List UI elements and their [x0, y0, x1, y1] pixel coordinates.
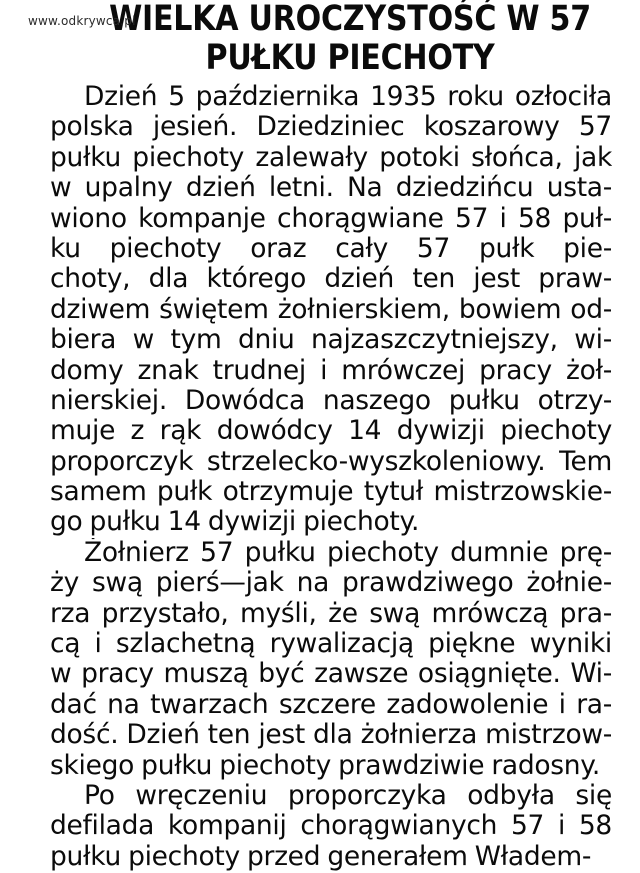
- article-line: [50, 325, 612, 355]
- article-line-text: dać na twarzach szczere zadowolenie i ra-: [50, 689, 612, 720]
- article-line-text: dość. Dzień ten jest dla żołnierza mistrzow-: [50, 720, 612, 751]
- article-line-text: nierskiej. Dowódca naszego pułku otrzy-: [50, 385, 612, 416]
- article-line: [50, 842, 612, 872]
- article-line-text: pułku piechoty przed generałem Władem-: [50, 841, 592, 872]
- article-line-text: dziwem świętem żołnierskiem, bowiem od-: [50, 294, 612, 325]
- article-line: [50, 751, 612, 781]
- article-headline: [101, 0, 600, 78]
- article-line-text: defilada kompanij chorągwianych 57 i 58: [50, 811, 612, 842]
- article-line: [50, 477, 612, 507]
- article-line: [50, 82, 612, 112]
- article-line-text: polska jesień. Dziedziniec koszarowy 57: [50, 112, 612, 143]
- article-line: [50, 507, 612, 537]
- article-line: [50, 447, 612, 477]
- article-line-text: rza przystało, myśli, że swą mrówczą pra-: [50, 598, 612, 629]
- article-line: [50, 295, 612, 325]
- article-line: [50, 659, 612, 689]
- article-line: [50, 143, 612, 173]
- article-line-text: wiono kompanje chorągwiane 57 i 58 puł-: [50, 203, 612, 234]
- article-line-text: w pracy muszą być zawsze osiągnięte. Wi-: [50, 659, 612, 690]
- article-line: [50, 629, 612, 659]
- article-line: [50, 568, 612, 598]
- article-line-text: pułku piechoty zalewały potoki słońca, jak: [50, 142, 612, 173]
- article-line: [50, 781, 612, 811]
- article-line-text: w upalny dzień letni. Na dziedzińcu usta-: [50, 173, 612, 204]
- article-line-text: skiego pułku piechoty prawdziwie radosny.: [50, 750, 601, 781]
- article-line-text: samem pułk otrzymuje tytuł mistrzowskie-: [50, 477, 612, 508]
- article-line-text: domy znak trudnej i mrówczej pracy żoł-: [50, 355, 612, 386]
- article-line: [50, 356, 612, 386]
- article-line-text: Dzień 5 października 1935 roku ozłociła: [84, 82, 612, 112]
- article-line: [50, 173, 612, 203]
- article-line-text: cą i szlachetną rywalizacją piękne wyniki: [50, 629, 612, 660]
- article-line-text: biera w tym dniu najzaszczytniejszy, wi-: [50, 325, 612, 356]
- article-line-text: ży swą pierś—jak na prawdziwego żołnie-: [50, 568, 612, 599]
- article-line-text: Po wręczeniu proporczyka odbyła się: [84, 780, 612, 811]
- headline-line-1: WIELKA UROCZYSTOŚĆ W 57: [109, 0, 591, 39]
- article-line-text: proporczyk strzelecko-wyszkoleniowy. Tem: [50, 446, 612, 477]
- article-line-text: muje z rąk dowódcy 14 dywizji piechoty: [50, 416, 612, 447]
- article-line-text: ku piechoty oraz cały 57 pułk pie-: [50, 233, 612, 264]
- watermark-text: www.odkrywca.pl: [28, 14, 136, 28]
- article-line-text: Żołnierz 57 pułku piechoty dumnie prę-: [84, 537, 612, 568]
- article-line: [50, 599, 612, 629]
- article-line: [50, 690, 612, 720]
- article-line: [50, 112, 612, 142]
- article-line: [50, 234, 612, 264]
- article-body: [50, 82, 612, 872]
- article-line: [50, 720, 612, 750]
- article-line-text: go pułku 14 dywizji piechoty.: [50, 507, 420, 538]
- article-line: [50, 811, 612, 841]
- article-line-text: choty, dla którego dzień ten jest praw-: [50, 264, 612, 295]
- article-line: [50, 538, 612, 568]
- article-line: [50, 204, 612, 234]
- headline-line-2: PUŁKU PIECHOTY: [205, 38, 495, 78]
- article-line: [50, 264, 612, 294]
- article-line: [50, 416, 612, 446]
- article-line: [50, 386, 612, 416]
